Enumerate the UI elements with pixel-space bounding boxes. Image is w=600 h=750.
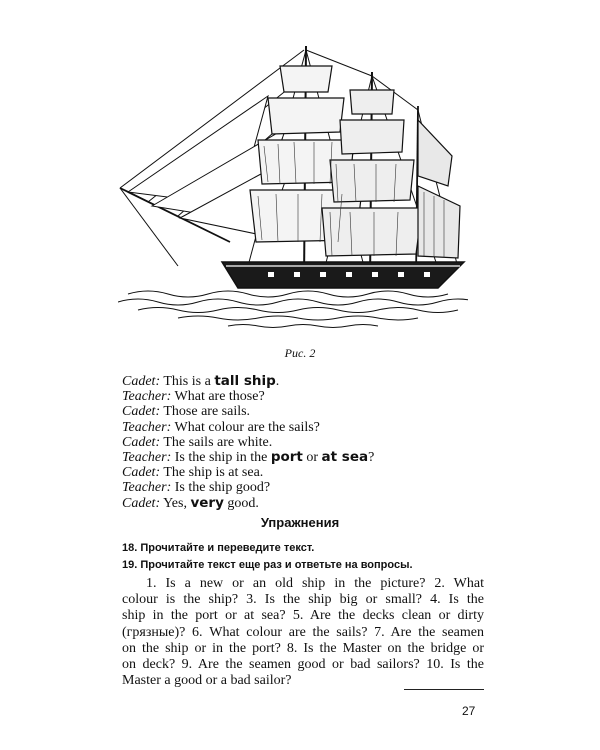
line-text: This is a: [160, 374, 215, 389]
task-18: 18. Прочитайте и переведите текст.: [122, 542, 315, 554]
dialogue-line: [122, 496, 502, 511]
line-text: Yes,: [160, 495, 191, 511]
speaker-label: Teacher:: [122, 480, 172, 496]
dialogue-line: [122, 450, 502, 465]
task-19: 19. Прочитайте текст еще раз и ответьте на вопросы.: [122, 559, 413, 571]
speaker-label: Cadet:: [122, 404, 161, 420]
line-text: ?: [368, 449, 375, 465]
speaker-label: Cadet:: [122, 434, 161, 450]
bold-term: very: [190, 494, 224, 511]
speaker-label: Cadet:: [122, 465, 161, 481]
bold-term: at sea: [321, 448, 369, 465]
dialogue-line: [122, 420, 502, 435]
speaker-label: Cadet:: [122, 374, 161, 389]
question-line: ship in the port or at sea? 5. Are the decks clean or dirty: [122, 608, 484, 624]
bold-term: tall ship: [214, 373, 276, 389]
line-text: or: [302, 449, 322, 465]
question-line: colour is the ship? 3. Is the ship big or small? 4. Is the: [122, 592, 484, 608]
speaker-label: Cadet:: [122, 495, 161, 511]
line-text: Is the ship in the: [171, 449, 271, 465]
line-text: Is the ship good?: [171, 480, 271, 496]
line-text: Those are sails.: [160, 404, 251, 420]
exercises-heading: Упражнения: [260, 515, 340, 530]
speaker-label: Teacher:: [122, 419, 172, 435]
dialogue-line: [122, 480, 502, 495]
question-line: Master a good or a bad sailor?: [122, 673, 292, 689]
questions-paragraph: [122, 576, 484, 689]
question-line: on the ship or in the port? 8. Is the Master on the bridge or: [122, 640, 484, 656]
page-number: 27: [462, 704, 476, 718]
dialogue-line: [122, 435, 502, 450]
line-text: good.: [223, 495, 259, 511]
speaker-label: Teacher:: [122, 449, 172, 465]
dialogue: [122, 374, 502, 511]
dialogue-line: [122, 389, 502, 404]
line-text: What colour are the sails?: [171, 419, 320, 435]
question-line: 1. Is a new or an old ship in the picture? 2. What: [146, 576, 484, 591]
question-line: on deck? 9. Are the seamen good or bad sailors? 10. Is the: [122, 657, 484, 673]
dialogue-line: [122, 374, 502, 389]
question-line: (грязные)? 6. What colour are the sails? 7. Are the seamen: [122, 624, 484, 640]
line-text: The ship is at sea.: [160, 465, 264, 481]
line-text: The sails are white.: [160, 434, 273, 450]
bold-term: port: [270, 448, 303, 465]
line-text: What are those?: [171, 389, 265, 405]
dialogue-line: [122, 404, 502, 419]
tall-ship-illustration: [118, 36, 468, 336]
figure-caption: Рис. 2: [284, 346, 316, 360]
footer-rule: [404, 689, 484, 690]
line-text: .: [275, 374, 280, 389]
dialogue-line: [122, 465, 502, 480]
speaker-label: Teacher:: [122, 389, 172, 405]
